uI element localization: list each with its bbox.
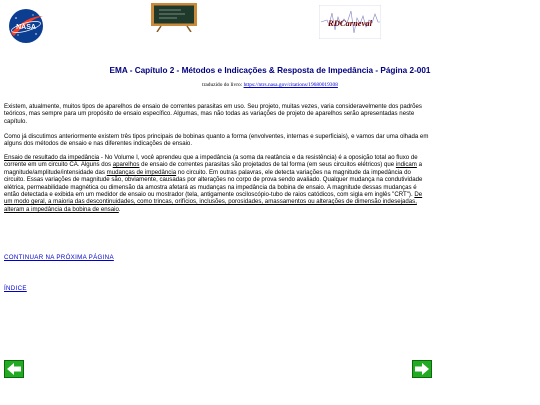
term-indicam: indicam <box>395 161 417 169</box>
p3-text-4: no circuito. Em outras palavras, ele detecta variações na magnitude da impedância do circuito. Essas variações de magnitude são, obviamente, causadas por alterações no corpo de prova sendo avaliado. Qualquer mudança na condutividade elétrica, permeabilidade magnética ou dimensão da amostra afetará as mudanças na impedância da bobina de ensaio. A magnitude dessas mudanças é então detectada e exibida em um medidor de ensaio ou mostrador (tela, antigamente osciloscópio-tubo de raios catódicos, com sigla em inglês "CRT"). <box>4 168 423 199</box>
p3-text-3: a magnitude/amplitude/intensidade das <box>4 161 422 176</box>
rdcarneval-logo-text: RDCarneval <box>328 18 372 28</box>
nasa-logo-text: NASA <box>16 24 36 31</box>
next-page-link[interactable]: CONTINUAR NA PRÓXIMA PÁGINA <box>4 254 114 261</box>
page-title: EMA - Capítulo 2 - Métodos e Indicações & Resposta de Impedância - Página 2-001 <box>109 66 431 75</box>
source-link[interactable]: https://ntrs.nasa.gov/citations/19680019308 <box>243 82 338 88</box>
p3-text-5: . <box>118 205 121 213</box>
term-aparelhos: aparelhos <box>112 161 140 169</box>
term-mudancas-impedancia: mudanças de impedância <box>106 168 177 176</box>
translated-from <box>0 82 540 88</box>
next-page-arrow-icon[interactable] <box>412 360 432 378</box>
paragraph-impedance <box>4 154 432 213</box>
p3-text-2: de ensaio de correntes parasitas são projetados de tal forma (em seus circuitos elétricos) que <box>139 161 396 169</box>
paragraph-intro: Existem, atualmente, muitos tipos de aparelhos de ensaio de correntes parasitas em uso. Seu projeto, muitas vezes, varia consideravelmente dos padrões teóricos, mas sempre para um propósito de ensaio específico. Algumas, mas não todas as variações de projeto de aparelhos serão apresentadas neste capítulo. <box>4 103 422 125</box>
nasa-logo <box>6 6 46 46</box>
p3-text-1: - No Volume I, você aprendeu que a impedância (a soma da reatância e da resistência) é a oposição total ao fluxo de corrente em um circuito CA. Alguns dos <box>4 154 418 169</box>
previous-page-arrow-icon[interactable] <box>4 360 24 378</box>
impedance-test-heading: Ensaio de resultado da impedância <box>4 154 100 161</box>
translated-label: traduzido do livro: <box>202 82 243 88</box>
paragraph-coils: Como já discutimos anteriormente existem três tipos principais de bobinas quanto a forma (envolventes, internas e superficiais), e vamos dar uma olhada em alguns dos métodos de ensaio e nas diferentes indicações de ensaio. <box>4 133 429 148</box>
chalkboard-icon <box>151 3 197 32</box>
discontinuities-statement: De um modo geral, a maioria das descontinuidades, como trincas, orifícios, inclusões, porosidades, amassamentos ou alterações de dimensão indesejadas, alteram a impedância da bobina de ensaio <box>4 191 423 213</box>
rdcarneval-logo <box>319 5 381 39</box>
index-link[interactable]: ÍNDICE <box>4 285 27 292</box>
